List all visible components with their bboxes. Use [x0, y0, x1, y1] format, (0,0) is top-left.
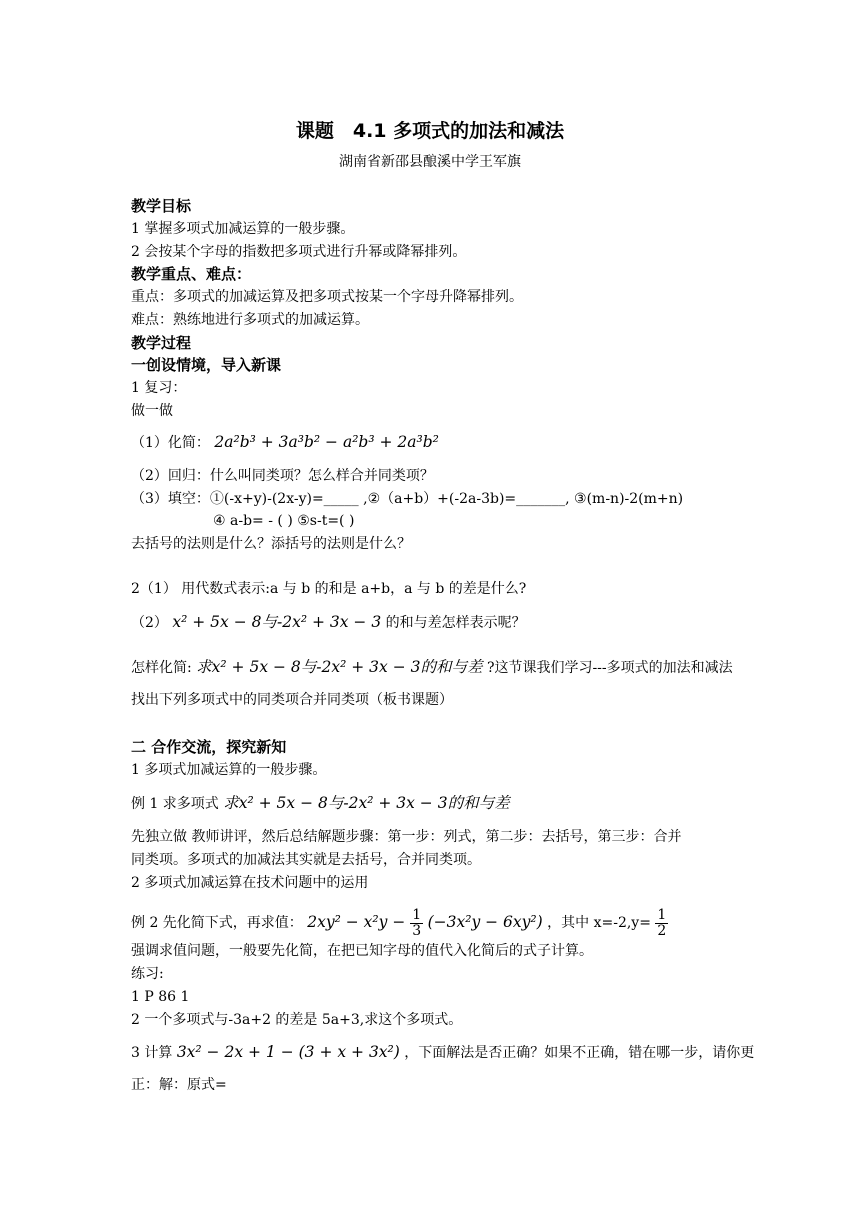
- exercise-1: 1 P 86 1: [131, 989, 190, 1005]
- difficulty-text: 难点：熟练地进行多项式的加减运算。: [131, 312, 369, 328]
- objective-item-1: 1 掌握多项式加减运算的一般步骤。: [131, 221, 355, 237]
- example-2-formula-b: (−3x²y − 6xy²): [427, 913, 543, 931]
- steps-line-2: 同类项。多项式的加减法其实就是去括号，合并同类项。: [131, 852, 481, 868]
- example-2-formula-a: 2xy² − x²y −: [307, 913, 411, 931]
- fraction-denominator: 3: [412, 922, 422, 939]
- example-2-label: 例 2 先化简下式，再求值：: [131, 915, 303, 931]
- objective-item-2: 2 会按某个字母的指数把多项式进行升幂或降幂排列。: [131, 244, 467, 260]
- part2-question-2-formula: x² + 5x − 8与-2x² + 3x − 3: [172, 613, 382, 631]
- process-heading: 教学过程: [131, 334, 192, 352]
- exercise-3-tail: ，下面解法是否正确？如果不正确，错在哪一步，请你更: [404, 1045, 755, 1061]
- question-1: [131, 432, 439, 453]
- exercise-3-line2: 正：解：原式=: [131, 1077, 227, 1093]
- example-1-formula: 求x² + 5x − 8与-2x² + 3x − 3的和与差: [223, 794, 510, 812]
- section2-item-1: 1 多项式加减运算的一般步骤。: [131, 762, 327, 778]
- exercise-3-formula: 3x² − 2x + 1 − (3 + x + 3x²): [176, 1043, 400, 1061]
- simplify-tail: ?这节课我们学习---多项式的加法和减法: [486, 660, 733, 676]
- one-half-fraction: [655, 908, 668, 939]
- find-like-terms: 找出下列多项式中的同类项合并同类项（板书课题）: [131, 692, 453, 708]
- focus-text: 重点：多项式的加减运算及把多项式按某一个字母升降幂排列。: [131, 289, 523, 305]
- author-line: 湖南省新邵县酿溪中学王军旗: [339, 154, 521, 170]
- example-2-condition: ，其中 x=-2,y=: [547, 915, 651, 931]
- fraction-numerator: 1: [657, 906, 667, 923]
- example-2: [131, 906, 668, 939]
- question-1-formula: 2a²b³ + 3a³b² − a²b³ + 2a³b²: [214, 433, 439, 451]
- lesson-title: 课题 4.1 多项式的加法和减法: [295, 120, 565, 142]
- one-third-fraction: [410, 908, 423, 939]
- section1-heading: 一创设情境，导入新课: [131, 356, 282, 374]
- fraction-numerator: 1: [412, 906, 422, 923]
- part2-question-2-tail: 的和与差怎样表示呢？: [385, 615, 526, 631]
- steps-line-1: 先独立做 教师讲评，然后总结解题步骤：第一步：列式，第二步：去括号，第三步：合并: [131, 829, 682, 845]
- question-3-line1: （3）填空：①(-x+y)-(2x-y)=_____ ,②（a+b）+(-2a-3b)=_______, ③(m-n)-2(m+n): [131, 491, 684, 507]
- exercise-3: [131, 1042, 754, 1063]
- exercise-2: 2 一个多项式与-3a+2 的差是 5a+3,求这个多项式。: [131, 1012, 463, 1028]
- part2-question-2: [131, 612, 526, 633]
- simplify-line: [131, 657, 733, 678]
- part2-question-1: 2（1） 用代数式表示:a 与 b 的和是 a+b，a 与 b 的差是什么?: [131, 581, 527, 597]
- exercise-heading: 练习:: [131, 966, 164, 982]
- simplify-formula: 求x² + 5x − 8与-2x² + 3x − 3的和与差: [196, 658, 483, 676]
- question-2: （2）回归：什么叫同类项？怎么样合并同类项？: [131, 468, 434, 484]
- example-1-label: 例 1 求多项式: [131, 796, 219, 812]
- example-1: [131, 793, 510, 814]
- objectives-heading: 教学目标: [131, 197, 192, 215]
- question-1-label: （1）化简：: [131, 435, 210, 451]
- emphasis-note: 强调求值问题，一般要先化简，在把已知字母的值代入化简后的式子计算。: [131, 943, 593, 959]
- key-points-heading: 教学重点、难点：: [131, 265, 252, 283]
- section2-item-2: 2 多项式加减运算在技术问题中的运用: [131, 875, 369, 891]
- exercise-3-label: 3 计算: [131, 1045, 173, 1061]
- bracket-rules-question: 去括号的法则是什么？添括号的法则是什么？: [131, 536, 411, 552]
- part2-question-2-label: （2）: [131, 615, 168, 631]
- question-3-line2: ④ a-b= - ( ) ⑤s-t=( ): [213, 513, 355, 529]
- fraction-denominator: 2: [657, 922, 667, 939]
- review-label: 1 复习：: [131, 380, 187, 396]
- section2-heading: 二 合作交流，探究新知: [131, 738, 287, 756]
- simplify-label: 怎样化简:: [131, 660, 197, 676]
- practice-label: 做一做: [131, 403, 173, 419]
